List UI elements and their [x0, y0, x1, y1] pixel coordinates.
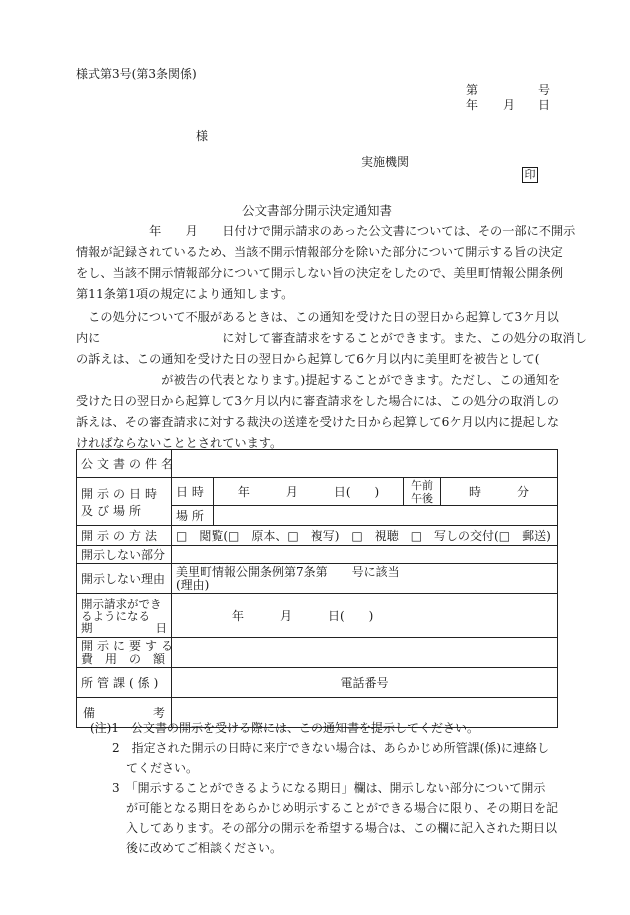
label-line: 期: [81, 620, 93, 635]
label-line: 開示の日時: [81, 486, 162, 501]
section-label: 所管課(係): [77, 668, 172, 698]
label-line: 及び場所: [81, 503, 146, 518]
cost-label: [77, 638, 178, 668]
addressee-suffix: 様: [196, 129, 209, 143]
note-3-cont: 入してあります。その部分の開示を希望する場合は、この欄に記入された期日以: [126, 821, 558, 835]
available-date-label: [77, 594, 172, 638]
label-line: 考: [152, 706, 165, 720]
undisclosed-part-value[interactable]: [172, 546, 558, 564]
paragraph-line: 第11条第1項の規定により通知します。: [76, 287, 294, 301]
note-2-cont: てください。: [126, 761, 199, 775]
issue-date-day: 日: [538, 98, 551, 112]
note-3-cont: が可能となる期日をあらかじめ明示することができる場合に限り、その期日を記: [126, 801, 559, 815]
note-1: (注)1 公文書の開示を受ける際には、この通知書を提示してください。: [90, 721, 480, 735]
table-row: [77, 594, 558, 638]
table-row: [77, 638, 558, 668]
undisclosed-reason-value[interactable]: [172, 564, 558, 594]
note-3: 3 「開示することができるようになる期日」欄は、開示しない部分について開示: [112, 781, 546, 795]
form-number: 様式第3号(第3条関係): [76, 67, 197, 81]
label-line: 費 用 の 額: [81, 651, 166, 666]
document-title: 公文書部分開示決定通知書: [242, 203, 393, 218]
table-row: [77, 450, 558, 478]
table-row: [77, 478, 558, 506]
paragraph-line: 情報が記録されているため、当該不開示情報部分を除いた部分について開示する旨の決定: [76, 245, 563, 259]
table-row: [77, 564, 558, 594]
disclosure-date-value[interactable]: 年 月 日( ): [214, 478, 404, 506]
paragraph-line: をし、当該不開示情報部分について開示しない旨の決定をしたので、美里町情報公開条例: [76, 266, 564, 280]
place-label: 場 所: [172, 506, 214, 526]
note-2: 2 指定された開示の日時に来庁できない場合は、あらかじめ所管課(係)に連絡し: [112, 741, 550, 755]
label-line: 開示請求ができ: [81, 596, 162, 611]
note-3-cont: 後に改めてご相談ください。: [126, 841, 283, 855]
cost-value[interactable]: [172, 638, 558, 668]
paragraph-line: 年 月 日付けで開示請求のあった公文書については、その一部に不開示: [76, 224, 576, 238]
am-option: 午前: [411, 478, 433, 492]
paragraph-line: が被告の代表となります。)提起することができます。ただし、この通知を: [76, 373, 561, 387]
document-number-suffix: 号: [538, 83, 551, 97]
issue-date-month: 月: [503, 98, 516, 112]
undisclosed-reason-label: 開示しない理由: [77, 564, 172, 594]
paragraph-decision: [76, 221, 576, 305]
issue-date-year: 年: [466, 98, 479, 112]
undisclosed-part-label: 開示しない部分: [77, 546, 172, 564]
doc-name-value[interactable]: [172, 450, 558, 478]
method-options[interactable]: □ 閲覧(□ 原本、□ 複写) □ 視聴 □ 写しの交付(□ 郵送): [172, 526, 558, 546]
table-row: [77, 668, 558, 698]
label-line: 日: [155, 620, 167, 635]
datetime-place-label: [77, 478, 172, 526]
agency-label: 実施機関: [361, 155, 410, 169]
paragraph-line: 訴えは、その審査請求に対する裁決の送達を受けた日から起算して6ケ月以内に提起しな: [76, 415, 560, 429]
disclosure-info-table: [76, 449, 558, 728]
disclosure-time-value[interactable]: 時 分: [441, 478, 558, 506]
paragraph-line: この処分について不服があるときは、この通知を受けた日の翌日から起算して3ケ月以: [76, 310, 559, 324]
available-date-value[interactable]: 年 月 日( ): [172, 594, 558, 638]
phone-label[interactable]: 電話番号: [172, 668, 558, 698]
paragraph-line: 内に に対して審査請求をすることができます。また、この処分の取消し: [76, 331, 587, 345]
paragraph-line: 受けた日の翌日から起算して3ケ月以内に審査請求をした場合には、この処分の取消しの: [76, 394, 560, 408]
document-number-prefix: 第: [466, 83, 479, 97]
label-line: 備: [83, 706, 96, 720]
paragraph-line: ければならないこととされています。: [76, 436, 283, 450]
method-label: 開示の方法: [77, 526, 172, 546]
disclosure-place-value[interactable]: [214, 506, 558, 526]
pm-option: 午後: [411, 491, 433, 505]
paragraph-line: の訴えは、この通知を受けた日の翌日から起算して6ケ月以内に美里町を被告として(: [76, 352, 540, 366]
paragraph-appeal: [76, 307, 587, 454]
table-row: [77, 546, 558, 564]
ampm-selector[interactable]: [404, 478, 441, 506]
reason-sub: (理由): [176, 577, 210, 592]
reason-article: 美里町情報公開条例第7条第 号に該当: [176, 564, 400, 579]
notes-section: [90, 718, 558, 858]
label-line: 開示に要する: [81, 638, 178, 653]
datetime-label: 日 時: [172, 478, 214, 506]
doc-name-label: 公文書の件名: [77, 450, 172, 478]
label-line: るようになる: [81, 608, 150, 623]
table-row: [77, 526, 558, 546]
seal-icon: 印: [522, 167, 538, 183]
